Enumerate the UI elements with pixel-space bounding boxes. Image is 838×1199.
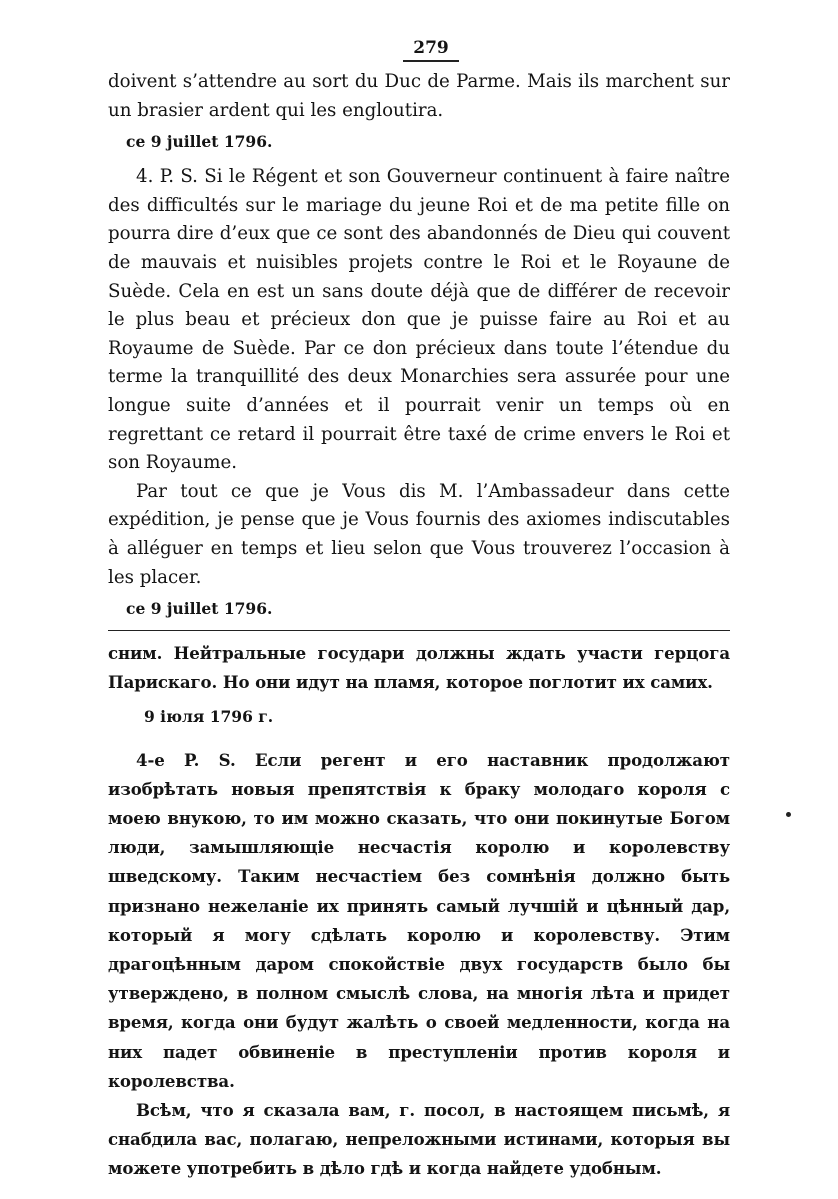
russian-paragraph-1: сним. Нейтральные государи должны ждать участи герцога Парискаго. Но они идут на пламя, которое поглотит их самих. (108, 643, 730, 693)
french-paragraph-2: 4. P. S. Si le Régent et son Gouverneur continuent à faire naître des difficultés sur le mariage du jeune Roi et de ma petite fille on pourra dire d’eux que ce sont des abandonnés de Dieu qui couvent de mauvais et nuisibles projets contre le Roi et le Royaune de Suède. Cela en est un sans doute déjà que de différer de recevoir le plus beau et précieux don que je puisse faire au Roi et au Royaume de Suède. Par ce don précieux dans toute l’étendue du terme la tranquillité des deux Monarchies sera assurée pour une longue suite d’années et il pourrait venir un temps où en regrettant ce retard il pourrait être taxé de crime envers le Roi et son Royaume. (108, 166, 730, 474)
french-text (108, 68, 730, 620)
french-paragraph-3: Par tout ce que je Vous dis M. l’Ambassadeur dans cette expédition, je pense que je Vous fournis des axiomes indiscutables à alléguer en temps et lieu selon que Vous trouverez l’occasion à les placer. (108, 480, 730, 588)
russian-paragraph-3: Всѣм, что я сказала вам, г. посол, в настоящем письмѣ, я снабдила вас, полагаю, непреложными истинами, которыя вы можете употребить в дѣло гдѣ и когда найдете удобным. (108, 1099, 730, 1179)
french-date-2: ce 9 juillet 1796. (126, 599, 273, 619)
section-divider (108, 630, 730, 631)
russian-text (108, 639, 730, 1183)
russian-date-1: 9 іюля 1796 г. (144, 706, 274, 726)
margin-mark (786, 812, 791, 817)
page-number: 279 (132, 38, 730, 62)
french-paragraph-1: doivent s’attendre au sort du Duc de Parme. Mais ils marchent sur un brasier ardent qui les engloutira. (108, 71, 730, 121)
page (108, 38, 730, 1184)
french-date-1: ce 9 juillet 1796. (126, 132, 273, 152)
russian-paragraph-2: 4-е P. S. Если регент и его наставник продолжают изобрѣтать новыя препятствія к браку молодаго короля с моею внукою, то им можно сказать, что они покинутые Богом люди, замышляющіе несчастія королю и королевству шведскому. Таким несчастіем без сомнѣнія должно быть признано нежеланіе их принять самый лучшій и цѣнный дар, который я могу сдѣлать королю и королевству. Этим драгоцѣнным даром спокойствіе двух государств было бы утверждено, в полном смыслѣ слова, на многія лѣта и придет время, когда они будут жалѣть о своей медленности, когда на них падет обвиненіе в преступленіи против короля и королевства. (108, 749, 730, 1091)
